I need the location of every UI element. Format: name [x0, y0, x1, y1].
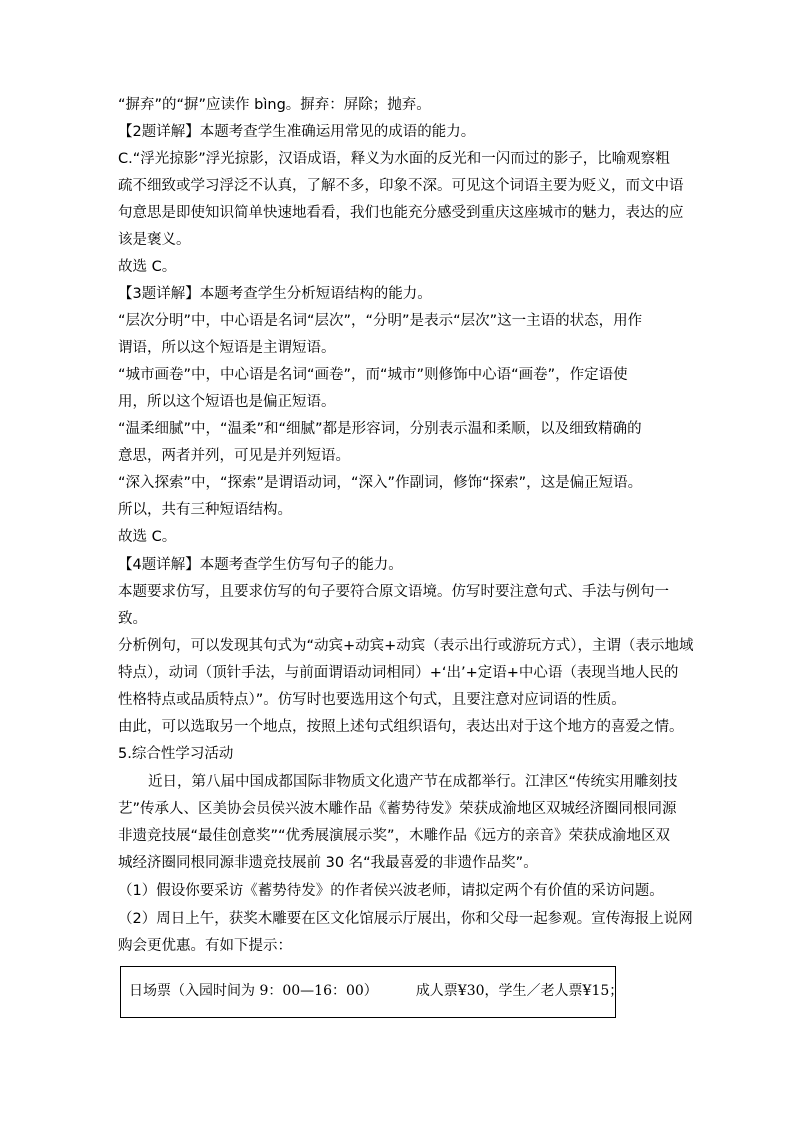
text-line: 由此，可以选取另一个地点，按照上述句式组织语句，表达出对于这个地方的喜爱之情。 [118, 719, 684, 735]
text-line: “深入探索”中，“探索”是谓语动词，“深入”作副词，修饰“探索”，这是偏正短语。 [118, 475, 643, 491]
question-line: （2）周日上午，获奖木雕要在区文化馆展示厅展出，你和父母一起参观。宣传海报上说网 [118, 911, 693, 927]
text-line: 句意思是即使知识简单快速地看看，我们也能充分感受到重庆这座城市的魅力，表达的应 [118, 205, 684, 221]
text-line: 故选 C。 [118, 529, 177, 545]
text-line: “摒弃”的“摒”应读作 bìng。摒弃：屏除；抛弃。 [118, 97, 431, 113]
text-line: C.“浮光掠影”浮光掠影，汉语成语，释义为水面的反光和一闪而过的影子，比喻观察粗 [118, 151, 670, 167]
text-line: “层次分明”中，中心语是名词“层次”，“分明”是表示“层次”这一主语的状态，用作 [118, 313, 643, 329]
text-line: 该是褒义。 [118, 232, 191, 248]
text-line: 所以，共有三种短语结构。 [118, 502, 292, 518]
text-line: “温柔细腻”中，“温柔”和“细腻”都是形容词，分别表示温和柔顺，以及细致精确的 [118, 421, 642, 437]
text-line: 非遗竞技展“最佳创意奖”“优秀展演展示奖”，木雕作品《远方的亲音》荣获成渝地区双 [118, 828, 671, 844]
text-line: 性格特点或品质特点）”。仿写时也要选用这个句式，且要注意对应词语的性质。 [118, 692, 626, 708]
ticket-notice-box [120, 966, 624, 1018]
text-line: 谓语，所以这个短语是主谓短语。 [118, 340, 336, 356]
text-line: 【2题详解】本题考查学生准确运用常见的成语的能力。 [118, 124, 476, 140]
ticket-prices: 成人票¥30，学生／老人票¥15； [415, 983, 624, 999]
text-line: 艺”传承人、区美协会员侯兴波木雕作品《蓄势待发》荣获成渝地区双城经济圈同根同源 [118, 801, 677, 817]
text-line: 城经济圈同根同源非遗竞技展前 30 名“我最喜爱的非遗作品奖”。 [118, 855, 538, 871]
text-line: 致。 [118, 611, 147, 627]
ticket-notice-text [129, 979, 623, 1003]
text-line: 购会更优惠。有如下提示： [118, 938, 292, 954]
ticket-type: 日场票（入园时间为 9：00—16：00） [129, 983, 378, 999]
question-line: （1）假设你要采访《蓄势待发》的作者侯兴波老师，请拟定两个有价值的采访问题。 [118, 883, 664, 899]
text-line: 故选 C。 [118, 259, 177, 275]
text-line: 近日，第八届中国成都国际非物质文化遗产节在成都举行。江津区“传统实用雕刻技 [148, 774, 678, 790]
text-line: 本题要求仿写，且要求仿写的句子要符合原文语境。仿写时要注意句式、手法与例句一 [118, 584, 669, 600]
text-line: 疏不细致或学习浮泛不认真，了解不多，印象不深。可见这个词语主要为贬义，而文中语 [118, 178, 684, 194]
text-line: 意思，两者并列，可见是并列短语。 [118, 448, 350, 464]
text-line: “城市画卷”中，中心语是名词“画卷”，而“城市”则修饰中心语“画卷”，作定语使 [118, 367, 628, 383]
text-line: 【4题详解】本题考查学生仿写句子的能力。 [118, 557, 403, 573]
text-line: 【3题详解】本题考查学生分析短语结构的能力。 [118, 286, 432, 302]
text-line: 用，所以这个短语也是偏正短语。 [118, 394, 336, 410]
section-heading: 5.综合性学习活动 [118, 746, 234, 762]
text-line: 特点），动词（顶针手法，与前面谓语动词相同）+‘出’+定语+中心语（表现当地人民的 [118, 665, 679, 681]
text-line: 分析例句，可以发现其句式为“动宾+动宾+动宾（表示出行或游玩方式），主谓（表示地域 [118, 638, 694, 654]
